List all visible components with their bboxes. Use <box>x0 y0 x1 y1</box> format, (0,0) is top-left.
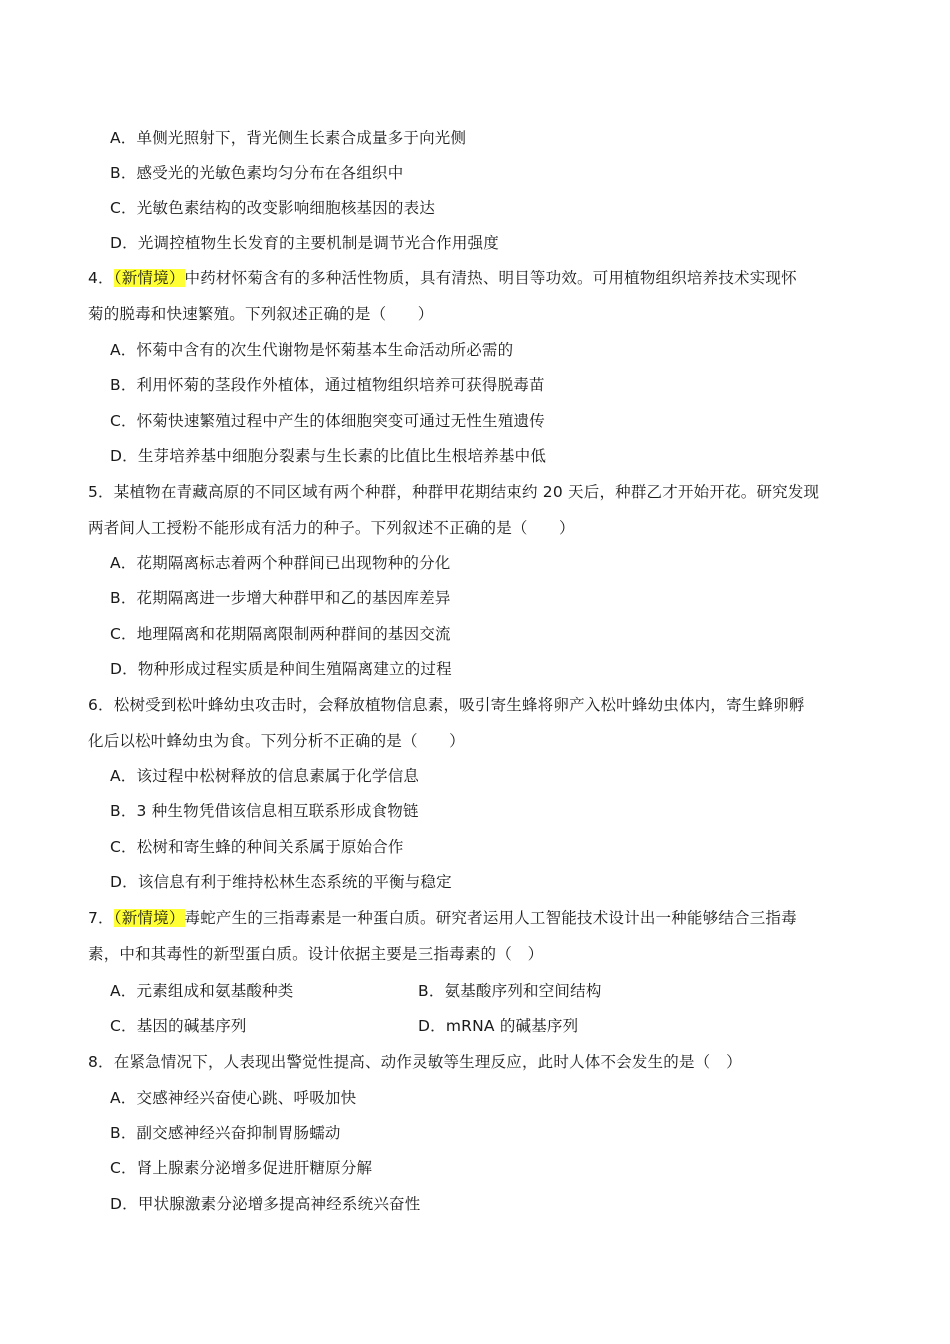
q6-option-a: A．该过程中松树释放的信息素属于化学信息 <box>110 767 420 785</box>
q7-option-a: A．元素组成和氨基酸种类 <box>110 982 294 1000</box>
q4-number: 4． <box>88 269 114 287</box>
q6-option-b: B．3 种生物凭借该信息相互联系形成食物链 <box>110 802 419 820</box>
q6-option-c: C．松树和寄生蜂的种间关系属于原始合作 <box>110 838 404 856</box>
q8-option-c: C．肾上腺素分泌增多促进肝糖原分解 <box>110 1159 373 1177</box>
q7-stem-continued: 素，中和其毒性的新型蛋白质。设计依据主要是三指毒素的（ ） <box>88 945 544 963</box>
q4-option-d: D．生芽培养基中细胞分裂素与生长素的比值比生根培养基中低 <box>110 447 547 465</box>
q8-option-a: A．交感神经兴奋使心跳、呼吸加快 <box>110 1089 357 1107</box>
q7-option-c: C．基因的碱基序列 <box>110 1017 247 1035</box>
q5-option-d: D．物种形成过程实质是种间生殖隔离建立的过程 <box>110 660 452 678</box>
q7-option-b: B．氨基酸序列和空间结构 <box>418 982 602 1000</box>
q8-stem: 8．在紧急情况下，人表现出警觉性提高、动作灵敏等生理反应，此时人体不会发生的是（ ） <box>88 1053 742 1071</box>
q5-stem-continued: 两者间人工授粉不能形成有活力的种子。下列叙述不正确的是（ ） <box>88 519 575 537</box>
q4-option-b: B．利用怀菊的茎段作外植体，通过植物组织培养可获得脱毒苗 <box>110 376 545 394</box>
q5-option-c: C．地理隔离和花期隔离限制两种群间的基因交流 <box>110 625 451 643</box>
q3-option-b: B．感受光的光敏色素均匀分布在各组织中 <box>110 164 404 182</box>
q7-stem-text: 毒蛇产生的三指毒素是一种蛋白质。研究者运用人工智能技术设计出一种能够结合三指毒 <box>184 909 797 927</box>
q5-option-a: A．花期隔离标志着两个种群间已出现物种的分化 <box>110 554 451 572</box>
q3-option-d: D．光调控植物生长发育的主要机制是调节光合作用强度 <box>110 234 499 252</box>
q4-stem-text: 中药材怀菊含有的多种活性物质，具有清热、明目等功效。可用植物组织培养技术实现怀 <box>184 269 797 287</box>
q6-option-d: D．该信息有利于维持松林生态系统的平衡与稳定 <box>110 873 452 891</box>
q4-option-c: C．怀菊快速繁殖过程中产生的体细胞突变可通过无性生殖遗传 <box>110 412 545 430</box>
q6-stem-continued: 化后以松叶蜂幼虫为食。下列分析不正确的是（ ） <box>88 732 465 750</box>
q4-stem-continued: 菊的脱毒和快速繁殖。下列叙述正确的是（ ） <box>88 305 434 323</box>
q3-option-a: A．单侧光照射下，背光侧生长素合成量多于向光侧 <box>110 129 467 147</box>
q3-option-c: C．光敏色素结构的改变影响细胞核基因的表达 <box>110 199 436 217</box>
new-context-tag: （新情境） <box>113 269 185 287</box>
q6-stem: 6．松树受到松叶蜂幼虫攻击时，会释放植物信息素，吸引寄生蜂将卵产入松叶蜂幼虫体内，寄生蜂卵孵 <box>88 696 805 714</box>
q5-option-b: B．花期隔离进一步增大种群甲和乙的基因库差异 <box>110 589 451 607</box>
q7-option-d: D．mRNA 的碱基序列 <box>418 1017 579 1035</box>
q4-stem <box>88 267 797 289</box>
q5-stem: 5．某植物在青藏高原的不同区域有两个种群，种群甲花期结束约 20 天后，种群乙才开始开花。研究发现 <box>88 483 820 501</box>
q4-option-a: A．怀菊中含有的次生代谢物是怀菊基本生命活动所必需的 <box>110 341 514 359</box>
q7-stem <box>88 907 797 929</box>
q8-option-b: B．副交感神经兴奋抑制胃肠蠕动 <box>110 1124 341 1142</box>
q8-option-d: D．甲状腺激素分泌增多提高神经系统兴奋性 <box>110 1195 421 1213</box>
new-context-tag: （新情境） <box>113 909 185 927</box>
q7-number: 7． <box>88 909 114 927</box>
